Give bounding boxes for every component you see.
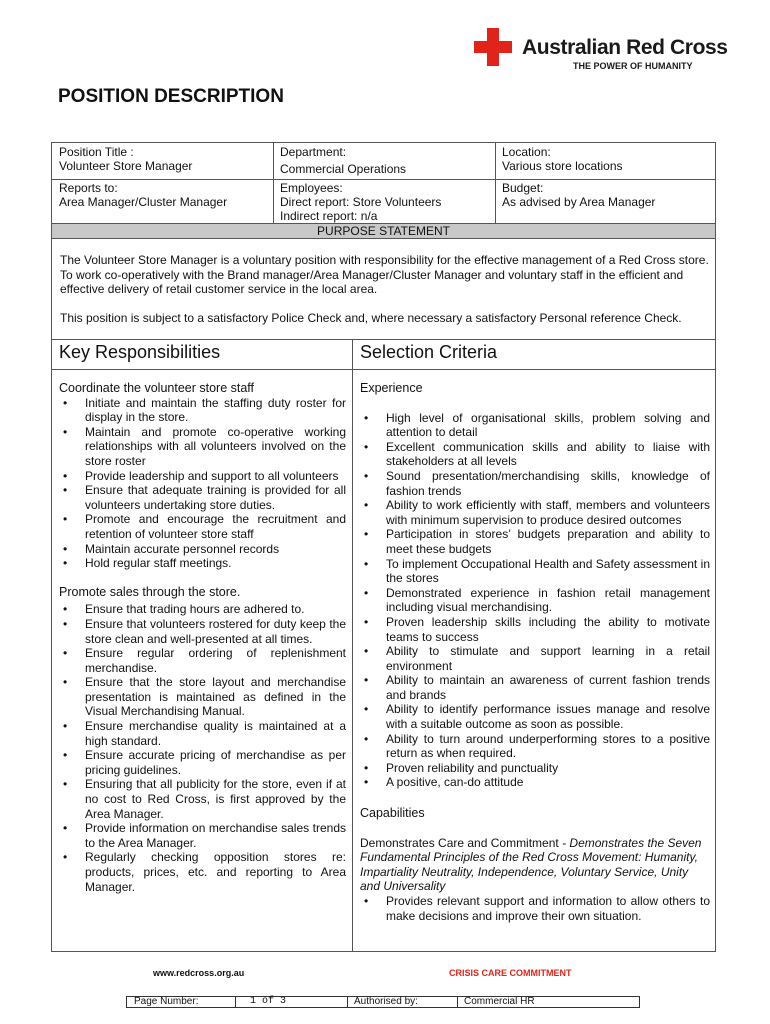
list-item: • A positive, can-do attitude [360,775,710,790]
list-item: • Maintain accurate personnel records [59,542,346,557]
list-item: • Regularly checking opposition stores re: products, prices, etc. and reporting to Area Manager. [59,850,346,894]
list-item: • Demonstrated experience in fashion retail management including visual merchandising. [360,586,710,615]
department-value: Commercial Operations [280,162,407,176]
budget-value: As advised by Area Manager [502,195,656,209]
page-number-value: 1 of 3 [250,996,287,1007]
position-title-label: Position Title : [59,145,134,159]
logo-org-name: Australian Red Cross [522,36,728,59]
list-item: • To implement Occupational Health and Safety assessment in the stores [360,557,710,586]
list-item: • Ensure that trading hours are adhered to. [59,602,346,617]
list-item: • Ensure that volunteers rostered for duty keep the store clean and well-presented at all times. [59,617,346,646]
list-item: • Ensure merchandise quality is maintained at a high standard. [59,719,346,748]
purpose-paragraph: The Volunteer Store Manager is a voluntary position with responsibility for the effective management of a Red Cross store. To work co-operatively with the Brand manager/Area Manager/Cluster Manager and voluntary staff in the efficient and effective delivery of retail customer service in the local area. [60,253,709,296]
list-item: • Initiate and maintain the staffing duty roster for display in the store. [59,396,346,425]
criteria-column [360,381,710,923]
list-item: • Participation in stores’ budgets preparation and ability to meet these budgets [360,527,710,556]
page-title: POSITION DESCRIPTION [58,86,284,107]
list-item: • High level of organisational skills, problem solving and attention to detail [360,411,710,440]
reports-to-label: Reports to: [59,181,118,195]
list-item: • Ensuring that all publicity for the store, even if at no cost to Red Cross, is first approved by the Area Manager. [59,777,346,821]
section-title-experience: Experience [360,381,423,395]
list-item: • Ability to work efficiently with staff, members and volunteers with minimum supervision to produce desired outcomes [360,498,710,527]
key-responsibilities-heading: Key Responsibilities [59,342,221,362]
experience-list [360,411,710,790]
employees-direct: Direct report: Store Volunteers [280,195,442,209]
location-label: Location: [502,145,551,159]
list-item: • Proven reliability and punctuality [360,761,710,776]
list-item: • Provides relevant support and information to allow others to make decisions and improve their own situation. [360,894,710,923]
responsibilities-criteria-table [51,340,716,952]
location-value: Various store locations [502,159,623,173]
care-commitment-title: Demonstrates Care and Commitment [360,835,559,850]
list-item: • Provide leadership and support to all volunteers [59,469,346,484]
purpose-check-note: This position is subject to a satisfactory Police Check and, where necessary a satisfactory Personal reference Check. [60,311,682,325]
list-item: • Promote and encourage the recruitment and retention of volunteer store staff [59,512,346,541]
authorised-by-value: Commercial HR [464,996,535,1007]
list-item: • Provide information on merchandise sales trends to the Area Manager. [59,821,346,850]
selection-criteria-heading: Selection Criteria [360,342,498,362]
footer-crisis-care: CRISIS CARE COMMITMENT [449,968,572,978]
red-cross-icon [474,28,512,66]
reports-to-value: Area Manager/Cluster Manager [59,195,228,209]
list-item: • Excellent communication skills and ability to liaise with stakeholders at all levels [360,440,710,469]
care-commitment-desc: - Demonstrates the Seven Fundamental Principles of the Red Cross Movement: Humanity, Impartiality Neutrality, Independence, Voluntary Service, Unity and Universality [360,835,702,894]
promote-sales-list [59,602,346,894]
list-item: • Proven leadership skills including the ability to motivate teams to success [360,615,710,644]
section-title-capabilities: Capabilities [360,806,425,821]
page-number-label: Page Number: [134,996,199,1007]
list-item: • Ability to maintain an awareness of current fashion trends and brands [360,673,710,702]
department-label: Department: [280,145,347,159]
list-item: • Ability to turn around underperforming stores to a positive return as when required. [360,732,710,761]
list-item: • Ensure that the store layout and merchandise presentation is maintained as defined in the Visual Merchandising Manual. [59,675,346,719]
section-title-coordinate: Coordinate the volunteer store staff [59,381,255,395]
list-item: • Ability to stimulate and support learning in a retail environment [360,644,710,673]
list-item: • Ability to identify performance issues manage and resolve with a suitable outcome as soon as possible. [360,702,710,731]
list-item: • Maintain and promote co-operative working relationships with all volunteers involved on the store roster [59,425,346,469]
care-commitment-text [360,836,710,894]
budget-label: Budget: [502,181,544,195]
responsibilities-column [59,381,346,894]
list-item: • Hold regular staff meetings. [59,556,346,571]
authorised-by-label: Authorised by: [354,996,418,1007]
position-info-table [51,142,716,224]
list-item: • Ensure that adequate training is provided for all volunteers undertaking store duties. [59,483,346,512]
purpose-heading: PURPOSE STATEMENT [51,224,716,239]
footer-table [126,996,640,1008]
footer-url: www.redcross.org.au [153,968,245,978]
list-item: • Ensure regular ordering of replenishment merchandise. [59,646,346,675]
care-list [360,894,710,923]
list-item: • Sound presentation/merchandising skills, knowledge of fashion trends [360,469,710,498]
section-title-promote-sales: Promote sales through the store. [59,584,241,599]
employees-label: Employees: [280,181,343,195]
position-title-value: Volunteer Store Manager [59,159,193,173]
list-item: • Ensure accurate pricing of merchandise as per pricing guidelines. [59,748,346,777]
coordinate-list [59,396,346,571]
logo-tagline: THE POWER OF HUMANITY [573,61,693,71]
employees-indirect: Indirect report: n/a [280,209,378,223]
purpose-statement [51,239,716,340]
